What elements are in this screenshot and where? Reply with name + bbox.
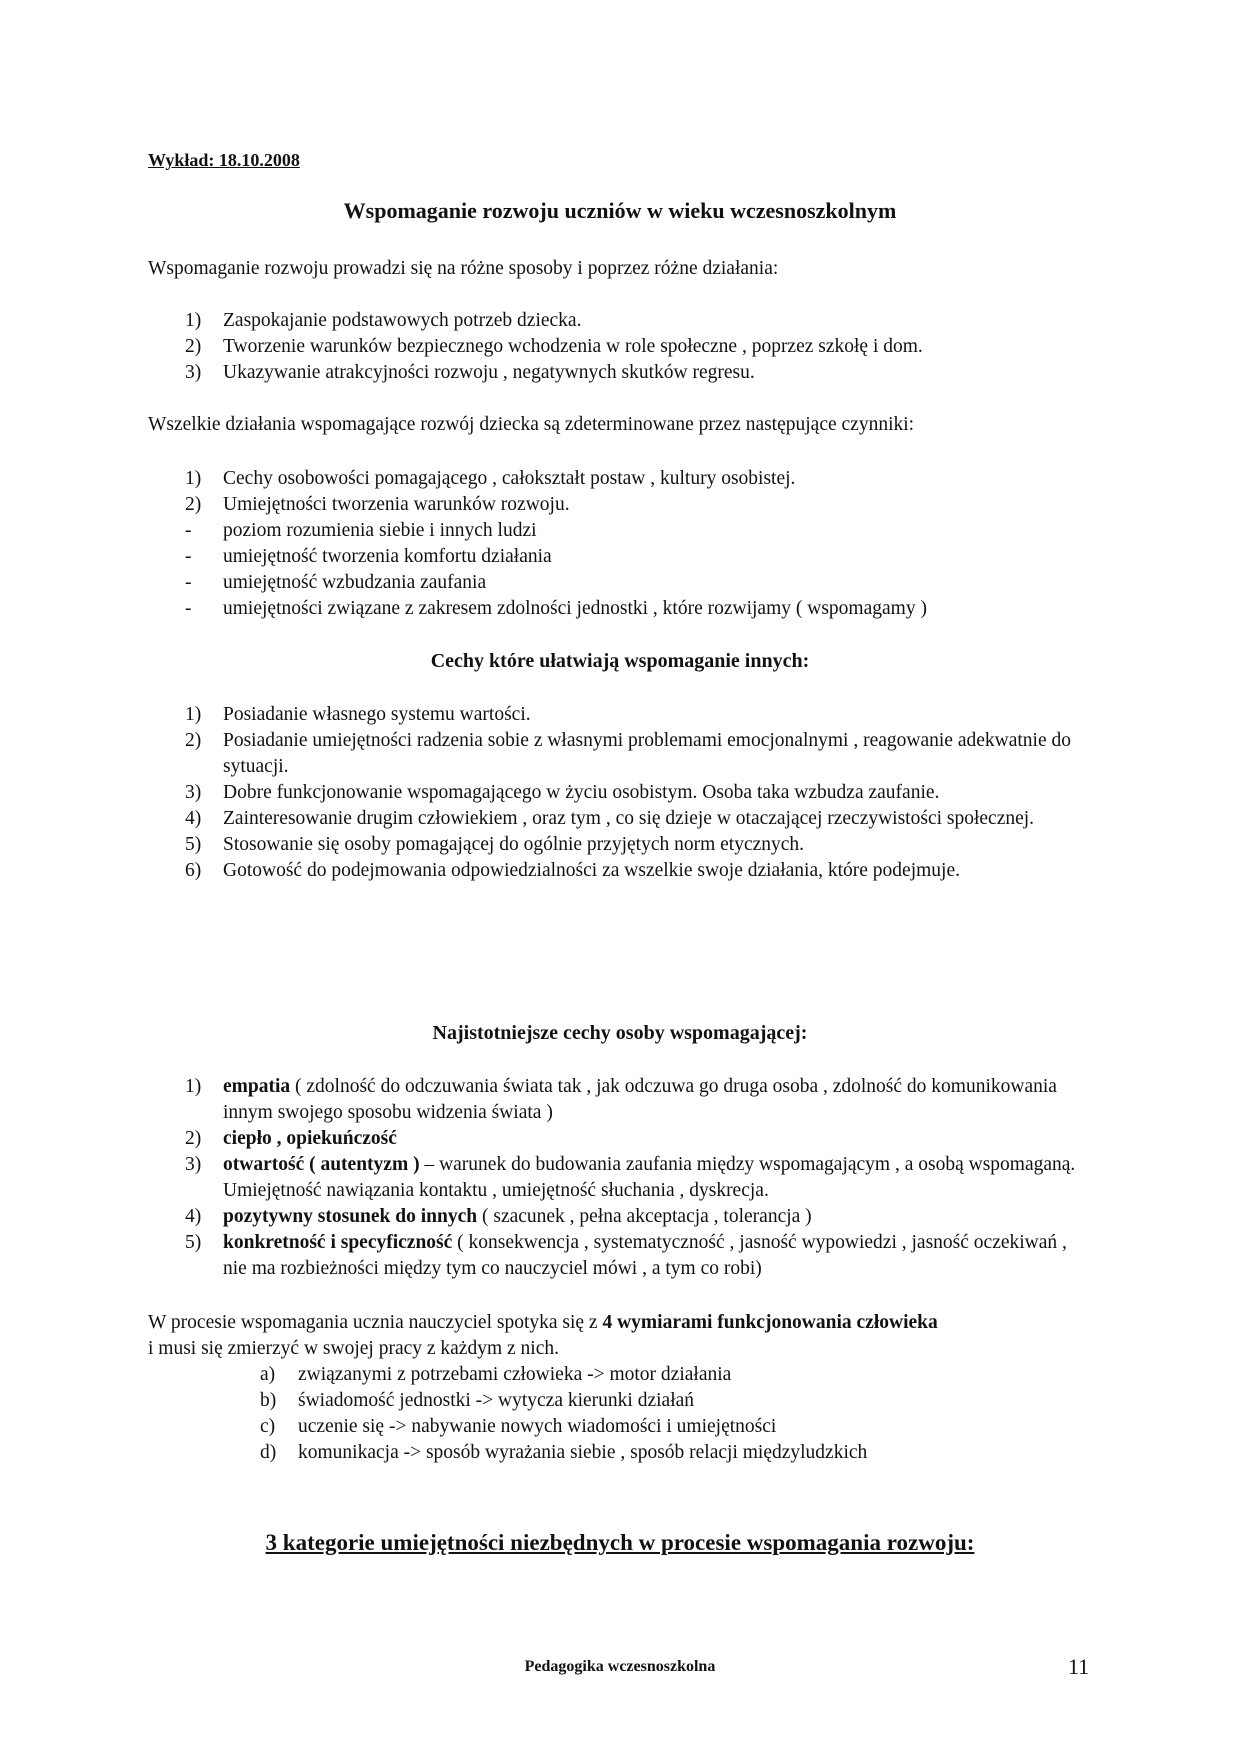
list-item: 3) Ukazywanie atrakcyjności rozwoju , negatywnych skutków regresu. — [185, 362, 755, 383]
list-item: 1) empatia ( zdolność do odczuwania świata tak , jak odczuwa go druga osoba , zdolność do komunikowania innym swojego sposobu widzenia świata ) — [185, 1076, 1057, 1123]
list-item: 1) Cechy osobowości pomagającego , całokształt postaw , kultury osobistej. — [185, 468, 796, 489]
key-features-heading: Najistotniejsze cechy osoby wspomagającej: — [432, 1022, 808, 1044]
list-item: 1) Posiadanie własnego systemu wartości. — [185, 704, 531, 725]
intro-paragraph: Wspomaganie rozwoju prowadzi się na różne sposoby i poprzez różne działania: — [148, 258, 779, 279]
list-item: - umiejętność tworzenia komfortu działania — [185, 546, 552, 567]
list-item: 3) Dobre funkcjonowanie wspomagającego w życiu osobistym. Osoba taka wzbudza zaufanie. — [185, 782, 940, 803]
list-item: - poziom rozumienia siebie i innych ludzi — [185, 520, 537, 541]
features-list — [185, 702, 1095, 884]
key-features-list — [185, 1074, 1095, 1282]
dimensions-list — [260, 1362, 1120, 1466]
list-item: 3) otwartość ( autentyzm ) – warunek do budowania zaufania między wspomagającym , a osobą wspomaganą. Umiejętność nawiązania kontaktu , umiejętność słuchania , dyskrecja. — [185, 1154, 1076, 1201]
list-item: 5) Stosowanie się osoby pomagającej do ogólnie przyjętych norm etycznych. — [185, 834, 805, 855]
list-item: 1) Zaspokajanie podstawowych potrzeb dziecka. — [185, 310, 582, 331]
dimensions-paragraph: W procesie wspomagania ucznia nauczyciel spotyka się z 4 wymiarami funkcjonowania człowieka i musi się zmierzyć w swojej pracy z każdym z nich. — [148, 1312, 938, 1359]
factors-paragraph: Wszelkie działania wspomagające rozwój dziecka są zdeterminowane przez następujące czynniki: — [148, 414, 915, 435]
list-item: 2) ciepło , opiekuńczość — [185, 1128, 397, 1149]
list-item: 4) Zainteresowanie drugim człowiekiem , oraz tym , co się dzieje w otaczającej rzeczywistości społecznej. — [185, 808, 1035, 829]
features-heading: Cechy które ułatwiają wspomaganie innych: — [430, 650, 810, 672]
list-item: 2) Posiadanie umiejętności radzenia sobie z własnymi problemami emocjonalnymi , reagowanie adekwatnie do sytuacji. — [185, 730, 1071, 777]
list-item: b) świadomość jednostki -> wytycza kierunki działań — [260, 1390, 695, 1411]
factors-list — [185, 466, 1095, 622]
list-item: 5) konkretność i specyficzność ( konsekwencja , systematyczność , jasność wypowiedzi , jasność oczekiwań , nie ma rozbieżności między tym co nauczyciel mówi , a tym co robi) — [185, 1232, 1067, 1279]
lecture-date: Wykład: 18.10.2008 — [148, 150, 300, 170]
list-item: 6) Gotowość do podejmowania odpowiedzialności za wszelkie swoje działania, które podejmuje. — [185, 860, 960, 881]
page-number: 11 — [1068, 1654, 1090, 1679]
list-item: - umiejętność wzbudzania zaufania — [185, 572, 487, 593]
list-item: a) związanymi z potrzebami człowieka -> motor działania — [260, 1364, 732, 1385]
list-item: - umiejętności związane z zakresem zdolności jednostki , które rozwijamy ( wspomagamy ) — [185, 598, 927, 619]
list-item: c) uczenie się -> nabywanie nowych wiadomości i umiejętności — [260, 1416, 777, 1437]
footer-label: Pedagogika wczesnoszkolna — [524, 1658, 716, 1675]
page-title: Wspomaganie rozwoju uczniów w wieku wczesnoszkolnym — [343, 198, 897, 223]
list-item: d) komunikacja -> sposób wyrażania siebie , sposób relacji międzyludzkich — [260, 1442, 868, 1463]
intro-list — [185, 308, 1095, 386]
list-item: 2) Tworzenie warunków bezpiecznego wchodzenia w role społeczne , poprzez szkołę i dom. — [185, 336, 923, 357]
list-item: 2) Umiejętności tworzenia warunków rozwoju. — [185, 494, 570, 515]
final-heading: 3 kategorie umiejętności niezbędnych w procesie wspomagania rozwoju: — [265, 1530, 975, 1555]
list-item: 4) pozytywny stosunek do innych ( szacunek , pełna akceptacja , tolerancja ) — [185, 1206, 812, 1227]
